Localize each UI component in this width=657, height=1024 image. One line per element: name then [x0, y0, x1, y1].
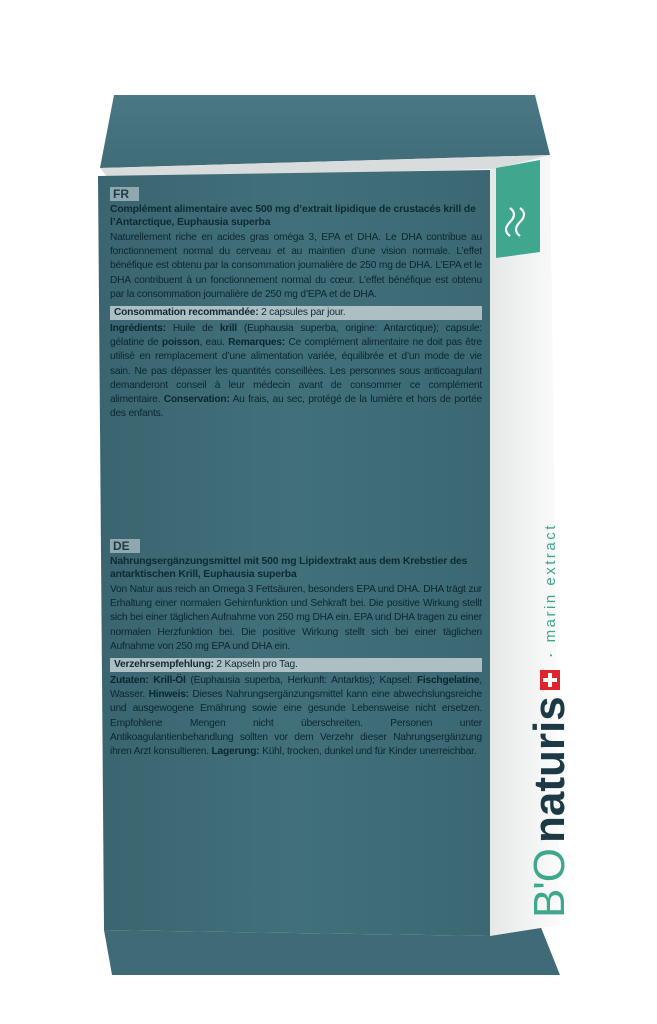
- brand-tagline: marin extract: [541, 523, 559, 643]
- swiss-flag-icon: [540, 670, 560, 690]
- brand-prefix: B'O: [525, 849, 574, 918]
- dose-de: [110, 658, 482, 672]
- storage-de: Kühl, trocken, dunkel und für Kinder unerreichbar.: [259, 746, 477, 758]
- side-brand-logo: [525, 523, 575, 918]
- lang-tag-fr: FR: [110, 187, 139, 201]
- storage-fr: Au frais, au sec, protégé de la lumière et hors de portée des enfants.: [110, 394, 482, 420]
- ingredients-de: [110, 674, 482, 759]
- wave-logo-icon: [496, 168, 540, 254]
- ingredients-label-fr: Ingrédients:: [110, 323, 166, 335]
- ingredients-text-b-fr: (Euphausia superba, origine: Antarctique); capsule: gélatine de: [110, 323, 482, 349]
- german-section: [110, 537, 482, 759]
- remarks-label-fr: Remarques:: [228, 337, 286, 349]
- storage-label-fr: Conservation:: [163, 394, 230, 406]
- allergen-fish-fr: poisson: [161, 337, 200, 349]
- ingredients-label-de: Zutaten:: [110, 675, 149, 687]
- dose-value-fr: 2 capsules par jour.: [258, 307, 346, 319]
- allergen-krill-de: Krill-Öl: [148, 675, 186, 687]
- ingredients-text-c-de: , Wasser.: [110, 675, 482, 701]
- ingredients-fr: [110, 322, 482, 421]
- allergen-fish-de: Fischgelatine: [416, 675, 480, 687]
- dose-label-fr: Consommation recommandée:: [114, 307, 259, 319]
- french-section: [110, 185, 482, 421]
- dose-value-de: 2 Kapseln pro Tag.: [213, 659, 298, 671]
- body-fr: Naturellement riche en acides gras oméga 3, EPA et DHA. Le DHA contribue au fonctionnement normal du cerveau et au maintien d’une vision normale. L’effet bénéfique est obtenu par la consommation journalière de 250 mg de DHA. L’EPA et le DHA contribuent à un fonctionnement normal du cœur. L’effet bénéfique est obtenu par la consommation journalière de 250 mg d’EPA et de DHA.: [110, 232, 482, 300]
- brand-name: naturis: [525, 696, 574, 844]
- lang-tag-de: DE: [110, 539, 140, 553]
- body-de: Von Natur aus reich an Omega 3 Fettsäuren, besonders EPA und DHA. DHA trägt zur Erhaltung einer normalen Gehirnfunktion und Sehkraft bei. Die positive Wirkung stellt sich bei einer täglichen Aufnahme von 250 mg DHA ein. EPA und DHA tragen zu einer normalen Herzfunktion bei. Die positive Wirkung stellt sich bei einer täglichen Aufnahme von 250 mg EPA und DHA ein.: [110, 584, 482, 652]
- dose-label-de: Verzehrsempfehlung:: [114, 659, 214, 671]
- dose-fr: [110, 306, 482, 320]
- ingredients-text-c-fr: , eau.: [199, 337, 229, 349]
- ingredients-text-b-de: (Euphausia superba, Herkunft: Antarktis); Kapsel:: [185, 675, 417, 687]
- ingredients-text-a-fr: Huile de: [165, 323, 220, 335]
- title-fr: Complément alimentaire avec 500 mg d’extrait lipidique de crustacés krill de l’Antarctique, Euphausia superba: [110, 204, 476, 228]
- remarks-de: Dieses Nahrungsergänzungsmittel kann eine abwechslungsreiche und ausgewogene Ernährung sowie eine gesunde Lebensweise nicht ersetzen. Empfohlene Mengen nicht überschreiten. Personen unter Antikoagulantienbehandlung sollten vor dem Verzehr dieser Nahrungsergänzung ihren Arzt konsultieren.: [110, 689, 482, 758]
- title-de: Nahrungsergänzungsmittel mit 500 mg Lipidextrakt aus dem Krebstier des antarktischen Krill, Euphausia superba: [110, 556, 468, 580]
- remarks-label-de: Hinweis:: [148, 689, 189, 701]
- storage-label-de: Lagerung:: [211, 746, 260, 758]
- brand-separator: ·: [539, 652, 560, 659]
- allergen-krill-fr: krill: [219, 323, 237, 335]
- label-front: [110, 185, 482, 905]
- remarks-fr: Ce complément alimentaire ne doit pas être utilisé en remplacement d’une alimentation variée, équilibrée et d’un mode de vie sain. Ne pas dépasser les quantités conseillées. Les personnes sous anticoagulant demanderont conseil à leur médecin avant de consommer ce complément alimentaire.: [110, 337, 483, 406]
